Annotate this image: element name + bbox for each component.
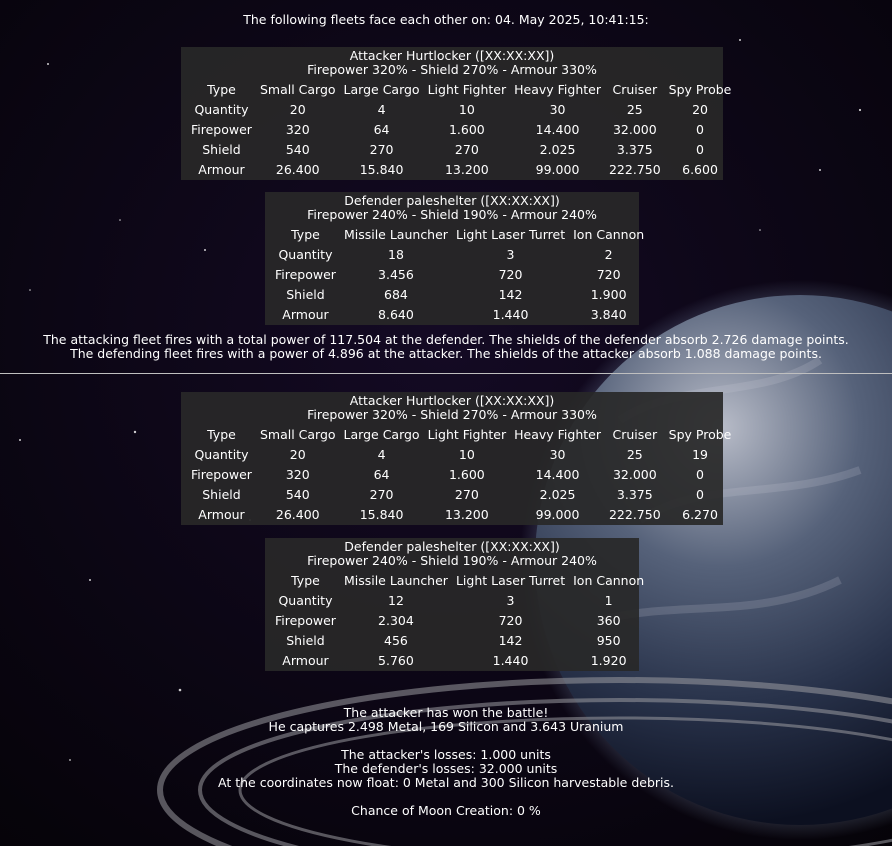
report-header: The following fleets face each other on: 04. May 2025, 10:41:15: [243,12,649,27]
table-header-row [187,79,735,99]
table-cell: 684 [384,286,408,302]
table-cell: 4 [377,101,386,117]
table-cell: 222.750 [608,161,661,177]
table-cell: 8.640 [378,306,414,322]
table-cell: 4 [377,446,386,462]
row-label: Firepower [191,466,252,482]
table-row [187,504,735,524]
table-cell: 0 [696,121,704,137]
column-header: Type [207,81,236,97]
table-cell: 720 [498,612,523,628]
table-cell: 360 [596,612,621,628]
table-row [271,590,648,610]
row-label: Armour [198,506,245,522]
attacker-stats: Firepower 320% - Shield 270% - Armour 330% [307,62,597,77]
table-cell: 1.600 [448,466,485,482]
table-cell: 64 [373,121,390,137]
row-label: Quantity [278,592,333,608]
table-cell: 1.900 [590,286,627,302]
table-row [187,464,735,484]
row-label: Shield [202,141,241,157]
table-cell: 720 [596,266,621,282]
table-cell: 20 [289,446,306,462]
table-cell: 3 [506,246,515,262]
table-cell: 32.000 [612,121,657,137]
attacker-losses: The attacker's losses: 1.000 units [341,747,551,762]
column-header: Large Cargo [343,81,420,97]
table-cell: 2.025 [539,486,576,502]
defender-title: Defender paleshelter ([XX:XX:XX]) [344,193,560,208]
column-header: Ion Cannon [573,572,645,588]
row-label: Armour [198,161,245,177]
table-cell: 12 [388,592,404,608]
table-cell: 1.440 [492,306,529,322]
table-cell: 0 [696,141,704,157]
round2-attacker-panel [181,392,732,525]
table-cell: 320 [285,121,310,137]
round1-attacker-panel [181,47,732,180]
attacker-stats: Firepower 320% - Shield 270% - Armour 330% [307,407,597,422]
column-header: Light Fighter [427,81,507,97]
table-row [187,99,735,119]
table-cell: 18 [388,246,404,262]
table-row [271,304,648,324]
table-header-row [271,570,648,590]
row-label: Quantity [194,446,249,462]
table-cell: 540 [285,141,310,157]
captured-resources: He captures 2.498 Metal, 169 Silicon and 3.643 Uranium [268,719,624,734]
table-cell: 3.375 [616,141,653,157]
table-row [271,630,648,650]
table-cell: 222.750 [608,506,661,522]
table-cell: 15.840 [359,506,404,522]
round1-defense-text: The defending fleet fires with a power of 4.896 at the attacker. The shields of the attacker absorb 1.088 damage points. [70,346,822,361]
table-cell: 0 [696,466,704,482]
table-cell: 2 [604,246,613,262]
row-label: Armour [282,652,329,668]
defender-stats: Firepower 240% - Shield 190% - Armour 240% [307,553,597,568]
table-cell: 720 [498,266,523,282]
table-row [271,264,648,284]
round1-defender-panel [265,192,645,325]
attacker-fleet-table [187,424,735,524]
table-row [187,444,735,464]
table-cell: 3 [506,592,515,608]
row-label: Quantity [278,246,333,262]
table-cell: 142 [498,286,523,302]
defender-title: Defender paleshelter ([XX:XX:XX]) [344,539,560,554]
table-cell: 320 [285,466,310,482]
table-cell: 270 [369,141,394,157]
column-header: Ion Cannon [573,226,645,242]
table-cell: 270 [454,486,479,502]
table-cell: 5.760 [378,652,414,668]
table-cell: 3.456 [378,266,414,282]
table-cell: 270 [369,486,394,502]
attacker-title: Attacker Hurtlocker ([XX:XX:XX]) [349,48,555,63]
table-row [187,159,735,179]
table-cell: 14.400 [535,466,580,482]
row-label: Quantity [194,101,249,117]
table-row [271,244,648,264]
column-header: Missile Launcher [343,226,448,242]
table-cell: 1 [604,592,613,608]
column-header: Cruiser [612,426,658,442]
table-cell: 3.840 [590,306,627,322]
table-cell: 1.440 [492,652,529,668]
table-cell: 540 [285,486,310,502]
row-label: Firepower [275,612,336,628]
table-cell: 0 [696,486,704,502]
column-header: Large Cargo [343,426,420,442]
column-header: Spy Probe [668,81,732,97]
attacker-fleet-table [187,79,735,179]
round1-attack-text: The attacking fleet fires with a total power of 117.504 at the defender. The shields of the defender absorb 2.726 damage points. [43,332,849,347]
row-label: Firepower [191,121,252,137]
table-cell: 270 [454,141,479,157]
column-header: Small Cargo [259,81,336,97]
defender-fleet-table [271,570,648,670]
column-header: Light Fighter [427,426,507,442]
table-cell: 32.000 [612,466,657,482]
table-cell: 950 [596,632,621,648]
moon-chance: Chance of Moon Creation: 0 % [351,803,541,818]
table-cell: 64 [373,466,390,482]
table-cell: 25 [626,446,643,462]
row-label: Shield [286,286,325,302]
table-cell: 1.600 [448,121,485,137]
column-header: Light Laser Turret [455,572,566,588]
table-row [271,650,648,670]
round-divider [0,373,892,374]
battle-result: The attacker has won the battle! [343,705,549,720]
table-header-row [187,424,735,444]
table-cell: 20 [289,101,306,117]
table-cell: 2.304 [378,612,414,628]
column-header: Spy Probe [668,426,732,442]
table-cell: 30 [549,101,566,117]
table-row [271,284,648,304]
table-cell: 1.920 [590,652,627,668]
table-cell: 26.400 [275,506,320,522]
table-cell: 20 [692,101,708,117]
table-row [187,484,735,504]
column-header: Heavy Fighter [514,81,601,97]
table-header-row [271,224,648,244]
table-cell: 30 [549,446,566,462]
table-cell: 19 [692,446,708,462]
column-header: Heavy Fighter [514,426,601,442]
column-header: Cruiser [612,81,658,97]
table-cell: 13.200 [444,506,489,522]
table-cell: 15.840 [359,161,404,177]
table-cell: 10 [458,101,475,117]
table-cell: 99.000 [535,506,580,522]
table-cell: 13.200 [444,161,489,177]
table-row [187,139,735,159]
table-cell: 3.375 [616,486,653,502]
table-cell: 10 [458,446,475,462]
table-cell: 142 [498,632,523,648]
debris-field: At the coordinates now float: 0 Metal and 300 Silicon harvestable debris. [218,775,674,790]
column-header: Light Laser Turret [455,226,566,242]
table-cell: 456 [384,632,408,648]
row-label: Armour [282,306,329,322]
defender-fleet-table [271,224,648,324]
column-header: Type [207,426,236,442]
row-label: Shield [286,632,325,648]
table-cell: 2.025 [539,141,576,157]
table-cell: 99.000 [535,161,580,177]
table-row [187,119,735,139]
attacker-title: Attacker Hurtlocker ([XX:XX:XX]) [349,393,555,408]
row-label: Firepower [275,266,336,282]
table-cell: 6.270 [682,506,718,522]
column-header: Missile Launcher [343,572,448,588]
table-row [271,610,648,630]
column-header: Small Cargo [259,426,336,442]
table-cell: 25 [626,101,643,117]
row-label: Shield [202,486,241,502]
table-cell: 14.400 [535,121,580,137]
defender-losses: The defender's losses: 32.000 units [334,761,558,776]
column-header: Type [291,226,320,242]
table-cell: 26.400 [275,161,320,177]
defender-stats: Firepower 240% - Shield 190% - Armour 240% [307,207,597,222]
round2-defender-panel [265,538,645,671]
column-header: Type [291,572,320,588]
table-cell: 6.600 [682,161,718,177]
